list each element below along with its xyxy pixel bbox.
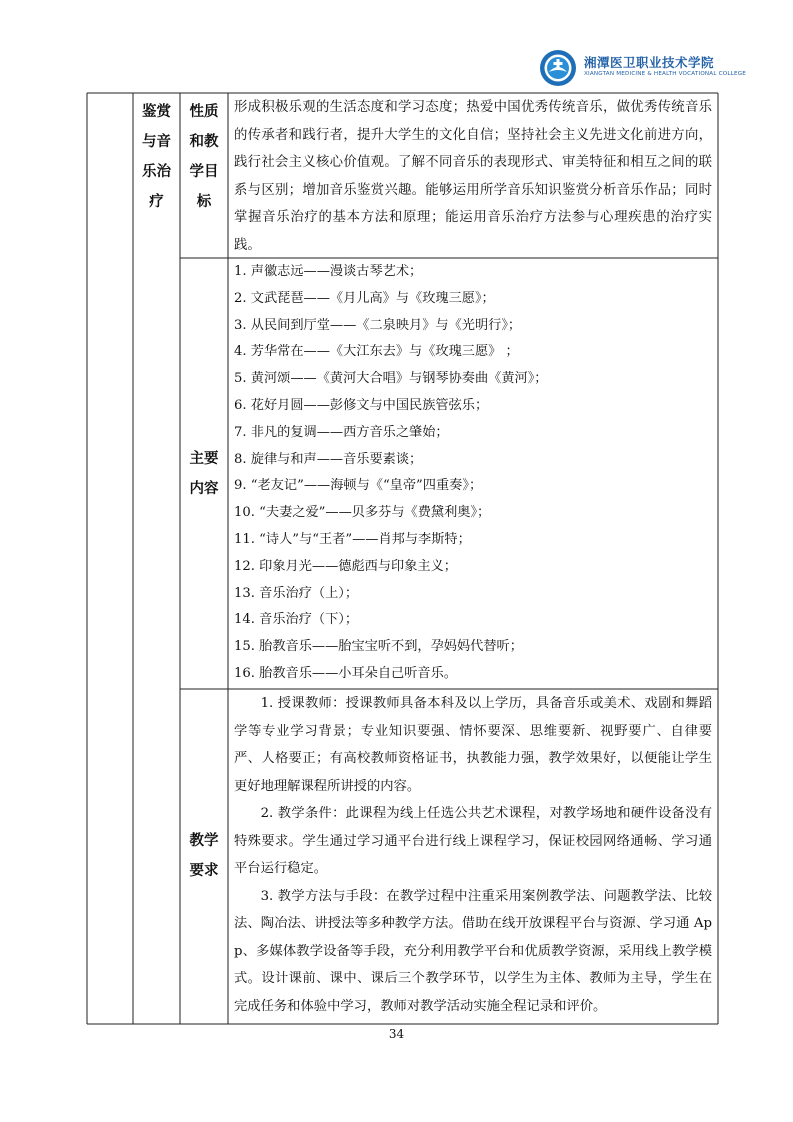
list-item: 5. 黄河颂——《黄河大合唱》与钢琴协奏曲《黄河》； xyxy=(234,371,548,387)
list-item: 16. 胎教音乐——小耳朵自己听音乐。 xyxy=(234,665,457,681)
list-item: 15. 胎教音乐——胎宝宝听不到，孕妈妈代替听； xyxy=(234,639,523,655)
requirements-text xyxy=(234,690,712,1020)
list-item: 7. 非凡的复调——西方音乐之肇始； xyxy=(234,424,449,440)
objectives-text: 形成积极乐观的生活态度和学习态度；热爱中国优秀传统音乐，做优秀传统音乐的传承者和践行者，提升大学生的文化自信；坚持社会主义先进文化前进方向，践行社会主义核心价值观。了解不同音乐的表现形式、审美特征和相互之间的联系与区别；增加音乐鉴赏兴趣。能够运用所学音乐知识鉴赏分析音乐作品；同时掌握音乐治疗的基本方法和原理；能运用音乐治疗方法参与心理疾患的治疗实践。 xyxy=(234,100,712,253)
list-item: 8. 旋律与和声——音乐要素谈； xyxy=(234,451,423,467)
content-list xyxy=(234,259,714,688)
requirement-methods: 3. 教学方法与手段：在教学过程中注重采用案例教学法、问题教学法、比较法、陶冶法、讲授法等多种教学方法。借助在线开放课程平台与资源、学习通 App、多媒体教学设备等手段，充分利用教学平台和优质教学资源，采用线上教学模式。设计课前、课中、课后三个教学环节，以学生为主体、教师为主导，学生在完成任务和体验中学习，教师对教学活动实施全程记录和评价。 xyxy=(234,888,712,1014)
list-item: 11. “诗人”与“王者”——肖邦与李斯特； xyxy=(234,531,471,547)
list-item: 10. “夫妻之爱”——贝多芬与《费黛利奥》； xyxy=(234,505,491,521)
requirement-teacher: 1. 授课教师：授课教师具备本科及以上学历，具备音乐或美术、戏剧和舞蹈学等专业学习背景；专业知识要强、情怀要深、思维要新、视野要广、自律要严、人格要正；有高校教师资格证书，执教能力强，教学效果好，以便能让学生更好地理解课程所讲授的内容。 xyxy=(234,696,712,794)
list-item: 4. 芳华常在——《大江东去》与《玫瑰三愿》 ； xyxy=(234,344,519,360)
list-item: 2. 文武琵琶——《月儿高》与《玫瑰三愿》； xyxy=(234,290,495,306)
college-name: 湘潭医卫职业技术学院 xyxy=(584,55,715,70)
list-item: 6. 花好月圆——彭修文与中国民族管弦乐； xyxy=(234,397,489,413)
page-number: 34 xyxy=(388,1027,405,1041)
college-logo xyxy=(538,48,746,88)
list-item: 3. 从民间到厅堂——《二泉映月》与《光明行》； xyxy=(234,317,522,333)
row-label-objectives: 性质和教学目标 xyxy=(189,104,219,210)
course-name: 鉴赏与音乐治疗 xyxy=(142,104,171,210)
list-item: 1. 声徽志远——漫谈古琴艺术； xyxy=(234,264,423,279)
list-item: 12. 印象月光——德彪西与印象主义； xyxy=(234,558,457,574)
list-item: 9. “老友记”——海顿与《“皇帝”四重奏》； xyxy=(234,478,483,494)
list-item: 13. 音乐治疗（上）； xyxy=(234,585,359,601)
college-emblem-icon xyxy=(538,48,578,88)
college-name-en: XIANGTAN MEDICINE & HEALTH VOCATIONAL COLLEGE xyxy=(584,71,746,77)
requirement-conditions: 2. 教学条件：此课程为线上任选公共艺术课程，对教学场地和硬件设备没有特殊要求。学生通过学习通平台进行线上课程学习，保证校园网络通畅、学习通平台运行稳定。 xyxy=(234,806,712,876)
list-item: 14. 音乐治疗（下）； xyxy=(234,612,359,628)
row-label-content: 主要内容 xyxy=(189,451,219,497)
row-label-requirements: 教学要求 xyxy=(189,833,219,879)
